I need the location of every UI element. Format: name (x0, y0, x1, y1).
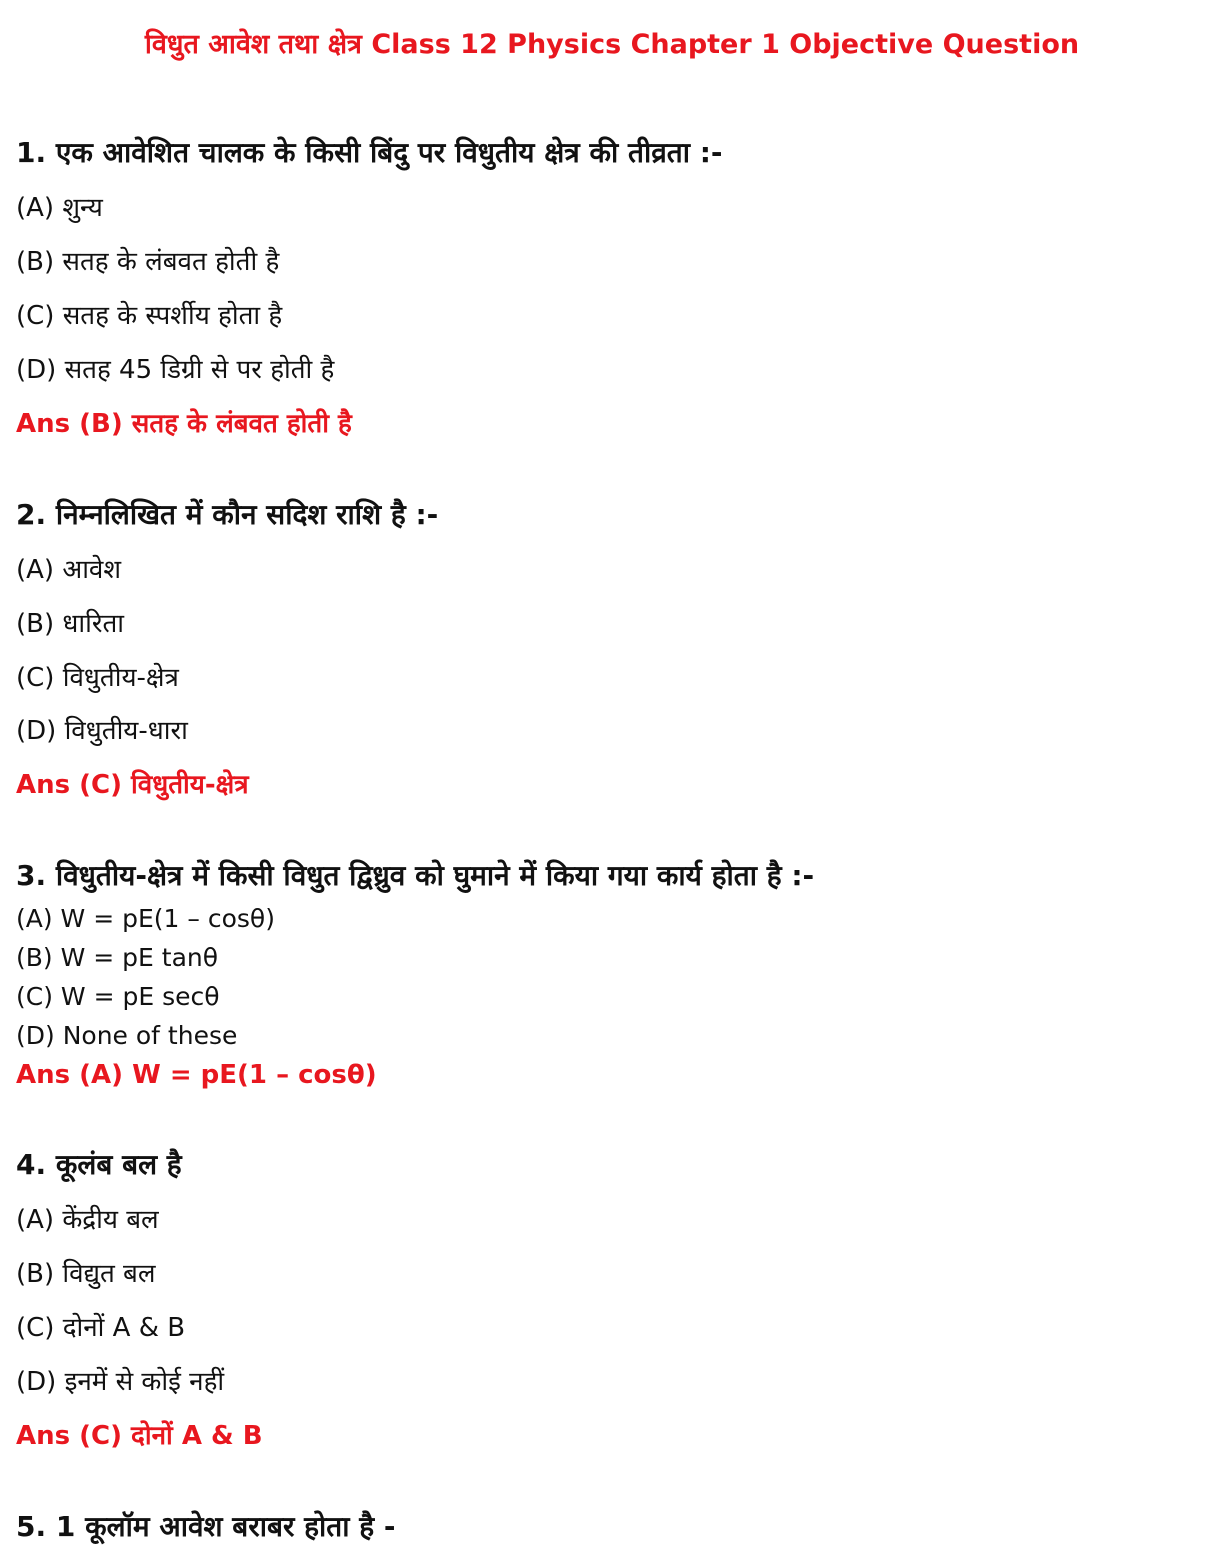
question-2-option-c: (C) विधुतीय-क्षेत्र (16, 663, 179, 693)
question-1-option-c: (C) सतह के स्पर्शीय होता है (16, 301, 283, 331)
page-title: विधुत आवेश तथा क्षेत्र Class 12 Physics Chapter 1 Objective Question (144, 29, 1080, 60)
question-4-answer: Ans (C) दोनों A & B (16, 1421, 263, 1451)
question-4-option-c: (C) दोनों A & B (16, 1313, 186, 1343)
question-2-option-b: (B) धारिता (16, 609, 125, 639)
question-3-option-c: (C) W = pE secθ (16, 982, 220, 1011)
question-1-option-a: (A) शुन्य (16, 193, 103, 223)
question-4-option-a: (A) केंद्रीय बल (16, 1205, 159, 1235)
question-2-option-d: (D) विधुतीय-धारा (16, 716, 188, 746)
question-4: 4. कूलंब बल है (16, 1148, 182, 1181)
question-1-option-d: (D) सतह 45 डिग्री से पर होती है (16, 355, 335, 385)
question-5: 5. 1 कूलॉम आवेश बराबर होता है - (16, 1510, 396, 1543)
question-3-option-d: (D) None of these (16, 1021, 238, 1050)
question-4-option-d: (D) इनमें से कोई नहीं (16, 1367, 225, 1397)
question-3-option-b: (B) W = pE tanθ (16, 943, 219, 972)
question-1-option-b: (B) सतह के लंबवत होती है (16, 247, 280, 277)
question-1: 1. एक आवेशित चालक के किसी बिंदु पर विधुतीय क्षेत्र की तीव्रता :- (16, 136, 723, 169)
question-1-answer: Ans (B) सतह के लंबवत होती है (16, 409, 352, 439)
question-2-option-a: (A) आवेश (16, 555, 122, 585)
question-4-option-b: (B) विद्युत बल (16, 1259, 156, 1289)
question-3-option-a: (A) W = pE(1 – cosθ) (16, 904, 275, 933)
question-2: 2. निम्नलिखित में कौन सदिश राशि है :- (16, 498, 439, 531)
question-2-answer: Ans (C) विधुतीय-क्षेत्र (16, 770, 249, 800)
question-3: 3. विधुतीय-क्षेत्र में किसी विधुत द्विध्रुव को घुमाने में किया गया कार्य होता है :- (16, 859, 815, 892)
question-3-answer: Ans (A) W = pE(1 – cosθ) (16, 1060, 377, 1090)
